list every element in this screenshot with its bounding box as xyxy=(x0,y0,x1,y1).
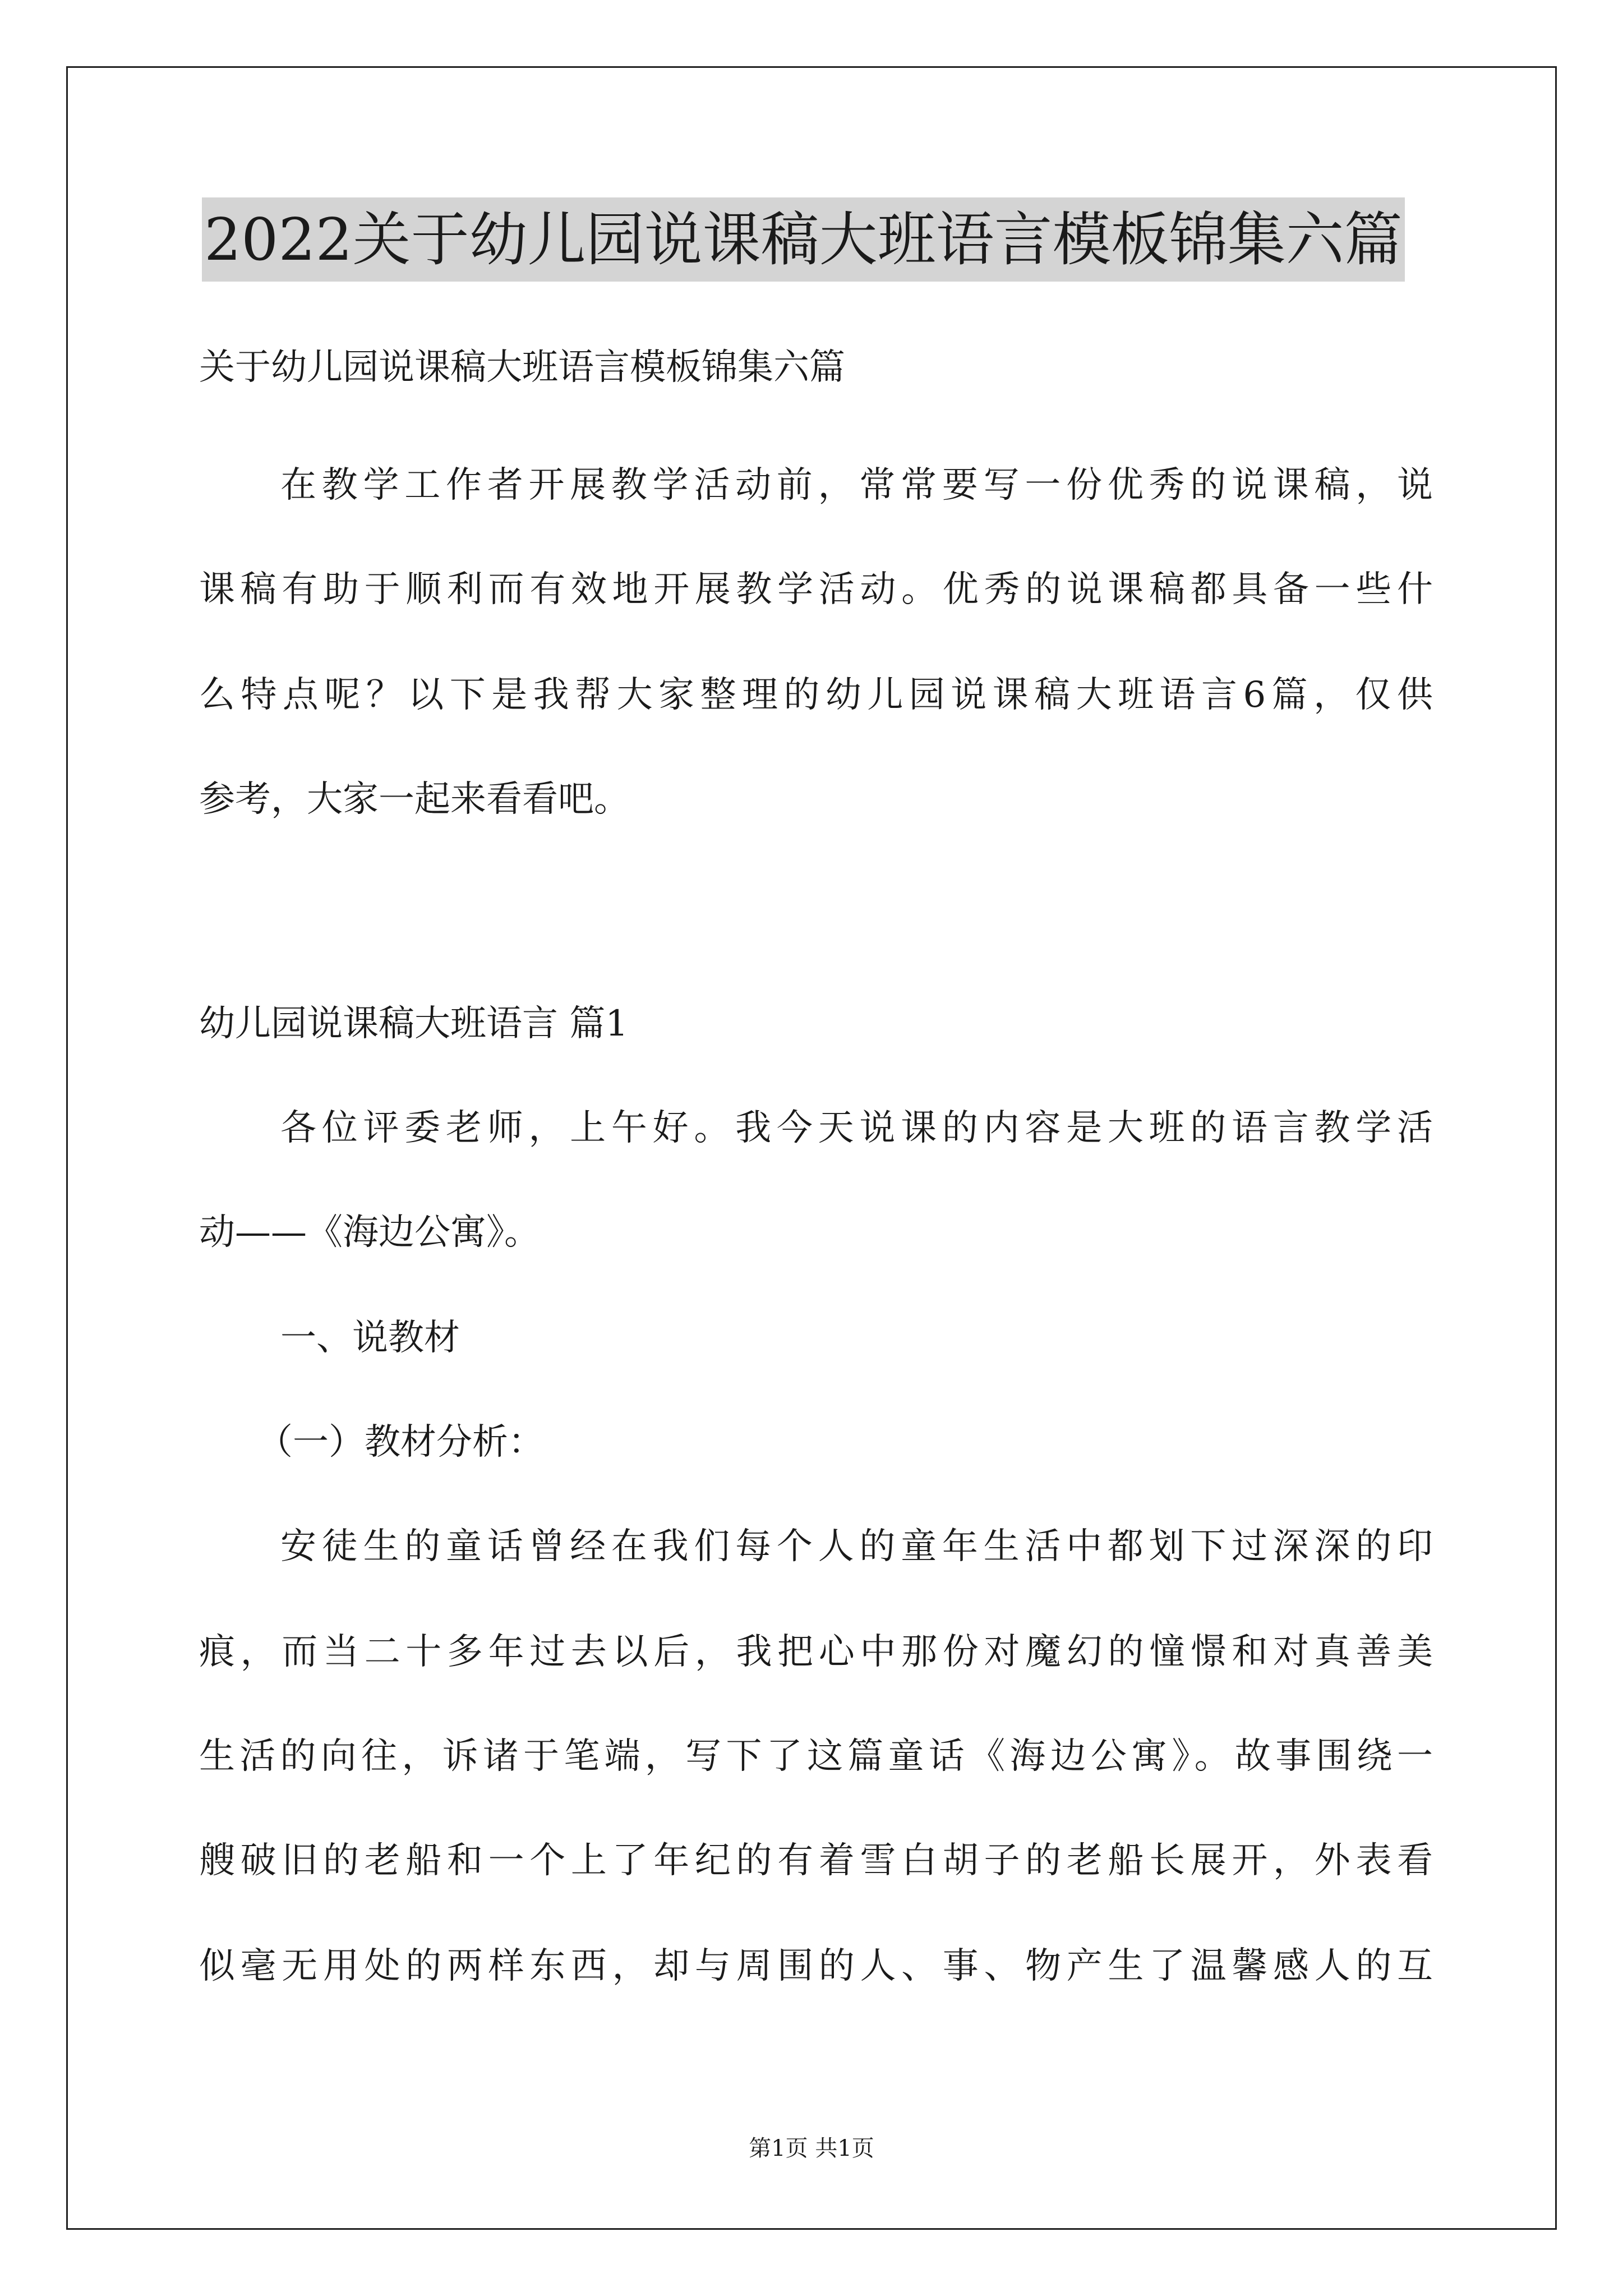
part-heading: 一、说教材 xyxy=(280,1317,460,1359)
analysis-line: 艘破旧的老船和一个上了年纪的有着雪白胡子的老船长展开，外表看 xyxy=(199,1840,1433,1881)
intro-line: 参考，大家一起来看看吧。 xyxy=(199,779,630,820)
analysis-line: 生活的向往，诉诸于笔端，写下了这篇童话《海边公寓》。故事围绕一 xyxy=(199,1736,1433,1777)
analysis-line: 似毫无用处的两样东西，却与周围的人、事、物产生了温馨感人的互 xyxy=(199,1945,1433,1987)
document-subtitle: 关于幼儿园说课稿大班语言模板锦集六篇 xyxy=(199,347,845,388)
document-title: 2022关于幼儿园说课稿大班语言模板锦集六篇 xyxy=(202,197,1405,282)
intro-line: 么特点呢？以下是我帮大家整理的幼儿园说课稿大班语言6篇，仅供 xyxy=(199,674,1433,716)
sub-heading: （一）教材分析： xyxy=(257,1421,544,1463)
intro-line: 课稿有助于顺利而有效地开展教学活动。优秀的说课稿都具备一些什 xyxy=(199,569,1433,610)
greeting-line: 各位评委老师，上午好。我今天说课的内容是大班的语言教学活 xyxy=(280,1107,1433,1149)
greeting-line: 动——《海边公寓》。 xyxy=(199,1212,540,1253)
intro-line: 在教学工作者开展教学活动前，常常要写一份优秀的说课稿，说 xyxy=(280,464,1433,506)
section-heading: 幼儿园说课稿大班语言 篇1 xyxy=(199,1003,629,1045)
analysis-line: 安徒生的童话曾经在我们每个人的童年生活中都划下过深深的印 xyxy=(280,1526,1433,1567)
analysis-line: 痕，而当二十多年过去以后，我把心中那份对魔幻的憧憬和对真善美 xyxy=(199,1631,1433,1673)
page-footer: 第1页 共1页 xyxy=(749,2136,874,2161)
